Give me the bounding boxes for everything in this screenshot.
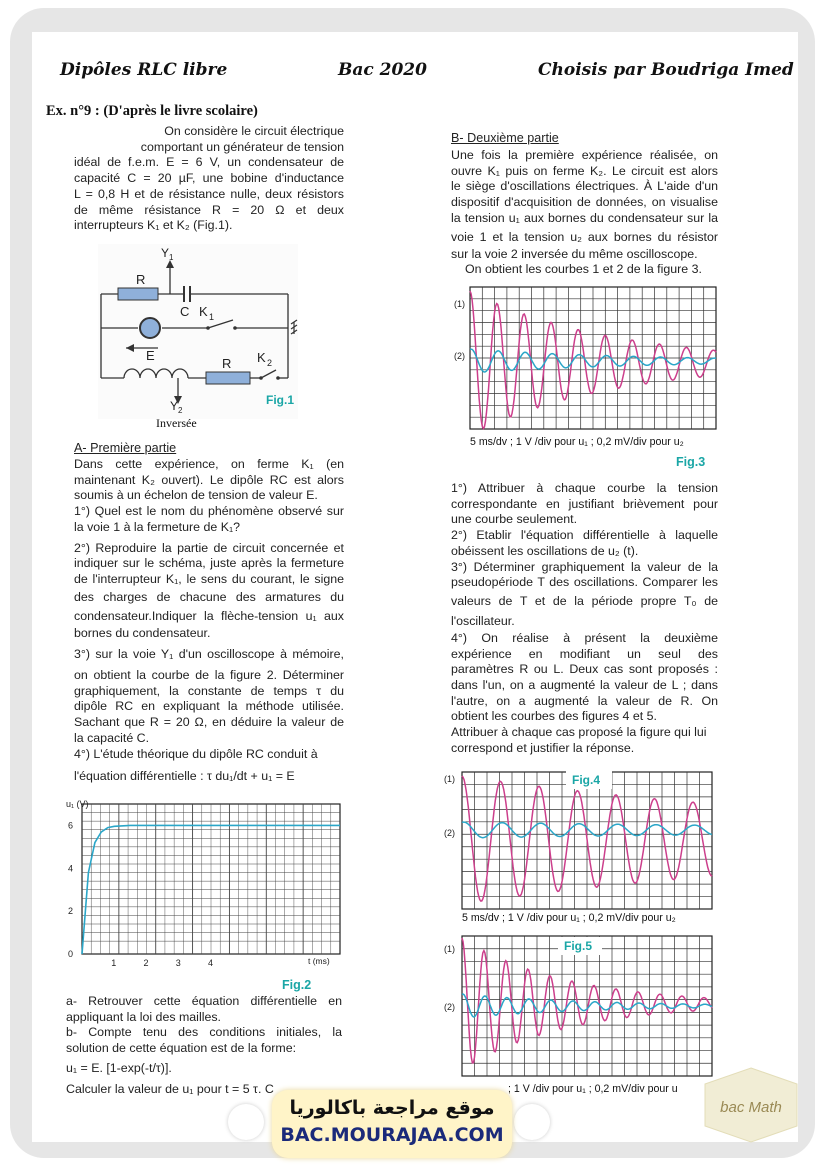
part-a-q3-line: graphiquement, la constante de temps τ du xyxy=(74,683,344,698)
resistor-top xyxy=(118,288,158,300)
header-left: Dipôles RLC libre xyxy=(60,60,228,80)
intro-line: idéal de f.e.m. E = 6 V, un condensateur de xyxy=(74,155,344,170)
fig4-oscilloscope xyxy=(440,768,716,913)
fig5-caption: ; 1 V /div pour u₁ ; 0,2 mV/div pour u xyxy=(508,1083,678,1095)
part-b-line: voie 1 et la tension u₂ aux bornes du résistor xyxy=(451,229,718,244)
fig1-y1-label: Y xyxy=(161,246,170,260)
part-a-q3-line: dipôle RC en expliquant la méthode utilisée. xyxy=(74,699,344,714)
fig1-c-label: C xyxy=(180,304,190,319)
part-b-q3-line: pseudopériode T des oscillations. Comparer les xyxy=(451,575,718,590)
part-a-q3-line: Sachant que R = 20 Ω, en déduire la valeur de xyxy=(74,715,344,730)
part-a-line: soumis à un échelon de tension de valeur E. xyxy=(74,488,318,503)
part-a-qb-line: b- Compte tenu des conditions initiales, la xyxy=(66,1025,342,1040)
part-a-q3-line: la capacité C. xyxy=(74,730,150,745)
fig5-label: Fig.5 xyxy=(564,939,593,953)
part-b-body xyxy=(451,148,718,278)
part-b-q4-line: dans l'un, on a augmenté la valeur de L ; dans xyxy=(451,678,718,693)
fig3-curve-1-label: (1) xyxy=(454,299,465,309)
part-a-q2-line: 2°) Reproduire la partie de circuit concernée et xyxy=(74,540,344,555)
part-a-line: maintenant K₂ ouvert). Le dipôle RC est alors xyxy=(74,472,344,487)
fig1-y2-sub: 2 xyxy=(178,406,183,415)
intro-text xyxy=(74,124,344,234)
resistor-bottom xyxy=(206,372,250,384)
part-a-q2-line: condensateur.Indiquer la flèche-tension u₁ aux xyxy=(74,608,344,623)
part-a-q1-line: la voie 1 à la fermeture de K₁? xyxy=(74,519,241,534)
part-a-title xyxy=(74,441,176,455)
part-a-line: Dans cette expérience, on ferme K₁ (en xyxy=(74,457,344,471)
part-b-q4-line: paramètres R ou L. Deux cas sont proposés : xyxy=(451,662,718,677)
part-a-qa-line: appliquant la loi des mailles. xyxy=(66,1009,221,1024)
part-a-q3-line: 3°) sur la voie Y₁ d'un oscilloscope à mémoire, xyxy=(74,647,344,662)
part-b-q3-line: valeurs de T et de la période propre T₀ de xyxy=(451,593,718,608)
fig3-curve-2-label: (2) xyxy=(454,351,465,361)
intro-line: On considère le circuit électrique xyxy=(164,124,344,138)
bac-math-logo-text: bac Math xyxy=(720,1099,782,1116)
part-b-q2-line: obéissent les oscillations de u₂ (t). xyxy=(451,543,639,558)
part-b-line: ouvre K₁ puis on ferme K₂. Le circuit est alors xyxy=(451,163,718,178)
fig1-k1-label: K xyxy=(199,304,208,319)
fig3-oscilloscope xyxy=(450,283,720,433)
part-b-line: On obtient les courbes 1 et 2 de la figure 3. xyxy=(465,262,702,277)
part-a-questions-ab xyxy=(66,994,342,1097)
part-a-last-line: Calculer la valeur de u₁ pour t = 5 τ. C xyxy=(66,1081,274,1096)
part-b-line: le siège d'oscillations électriques. À L'aide d'un xyxy=(451,179,718,194)
part-b-q3-line: l'oscillateur. xyxy=(451,613,515,628)
fig1-k2-label: K xyxy=(257,350,266,365)
fig2-ytick: 4 xyxy=(68,863,74,874)
fig1-y1-sub: 1 xyxy=(169,253,174,262)
part-b-q2-line: 2°) Etablir l'équation différentielle à laquelle xyxy=(451,528,718,543)
fig4-label: Fig.4 xyxy=(572,773,601,787)
fig2-ytick: 6 xyxy=(68,820,74,831)
fig2-xtick: 2 xyxy=(143,958,149,968)
part-b-line: dispositif d'acquisition de données, on visualise xyxy=(451,195,718,210)
fig4-caption: 5 ms/dv ; 1 V /div pour u₁ ; 0,2 mV/div pour u₂ xyxy=(462,912,676,924)
fig5-curve-1-label: (1) xyxy=(444,944,455,954)
fig1-label: Fig.1 xyxy=(266,393,295,407)
fig1-k1-sub: 1 xyxy=(209,312,215,322)
intro-line: L = 0,8 H et de résistance nulle, deux résistors xyxy=(74,186,344,201)
fig1-k2-sub: 2 xyxy=(267,358,273,368)
part-b-q4-line: obtient les courbes des figures 4 et 5. xyxy=(451,709,657,724)
part-a-q2-line: bornes du condensateur. xyxy=(74,625,211,640)
part-b-q1-line: 1°) Attribuer à chaque courbe la tension xyxy=(451,481,718,495)
intro-line: de même résistance R = 20 Ω et deux xyxy=(74,202,344,217)
part-b-q4-line: 4°) On réalise à présent la deuxième xyxy=(451,630,718,645)
fig2-ytick: 2 xyxy=(68,906,74,917)
part-a-qb-line: solution de cette équation est de la forme: xyxy=(66,1041,297,1056)
fig3-caption: 5 ms/dv ; 1 V /div pour u₁ ; 0,2 mV/div pour u₂ xyxy=(470,436,684,448)
fig2-ylabel: u₁ (V) xyxy=(66,799,89,809)
fig5-curve-2-label: (2) xyxy=(444,1002,455,1012)
intro-line: interrupteurs K₁ et K₂ (Fig.1). xyxy=(74,218,233,233)
part-a-q2-line: de l'interrupteur K₁, le sens du courant, le signe xyxy=(74,571,344,586)
fig4-curve-2-label: (2) xyxy=(444,828,455,838)
promo-banner[interactable] xyxy=(272,1090,512,1158)
fig2-xtick: 3 xyxy=(175,958,181,968)
fig1-r-top-label: R xyxy=(136,272,146,287)
fig1-e-label: E xyxy=(146,348,155,363)
intro-line: comportant un générateur de tension xyxy=(140,139,344,154)
fig2-label: Fig.2 xyxy=(282,978,312,992)
fig4-curve-1-label: (1) xyxy=(444,774,455,784)
part-b-q3-line: 3°) Déterminer graphiquement la valeur de la xyxy=(451,559,718,574)
part-a-q1-line: 1°) Quel est le nom du phénomène observé sur xyxy=(74,504,344,519)
part-a-q2-line: des charges de chacune des armatures du xyxy=(74,589,344,604)
part-a-q3-line: on obtient la courbe de la figure 2. Déterminer xyxy=(74,668,344,683)
part-a-qa-line: a- Retrouver cette équation différentielle en xyxy=(66,994,342,1008)
fig2-chart xyxy=(62,798,348,976)
part-b-q4b-line: Attribuer à chaque cas proposé la figure qui lui xyxy=(451,725,707,740)
promo-url[interactable]: BAC.MOURAJAA.COM xyxy=(280,1124,504,1146)
part-b-q1-line: correspondante en justifiant brièvement pour xyxy=(451,496,718,511)
promo-arabic: موقع مراجعة باكالوريا xyxy=(289,1097,495,1119)
intro-line: capacité C = 20 µF, une bobine d'inductance xyxy=(74,171,344,186)
part-a-q4-equation: l'équation différentielle : τ du₁/dt + u₁ = E xyxy=(74,769,295,784)
part-b-q4-line: expérience en modifiant un seul des xyxy=(451,646,718,661)
circuit-diagram xyxy=(98,244,298,419)
part-a-title-text: A- Première partie xyxy=(74,441,177,455)
header-right: Choisis par Boudriga Imed xyxy=(538,60,794,80)
part-b-line: sur la voie 2 inversée du même oscilloscope. xyxy=(451,246,698,261)
part-b-q1-line: une courbe seulement. xyxy=(451,512,578,527)
fig2-xlabel: t (ms) xyxy=(308,956,330,966)
fig5-oscilloscope xyxy=(440,932,716,1080)
part-a-q4-line: 4°) L'étude théorique du dipôle RC conduit à xyxy=(74,746,318,761)
fig3-label: Fig.3 xyxy=(676,455,706,469)
part-b-title-text: B- Deuxième partie xyxy=(451,131,559,145)
right-logo-icon xyxy=(514,1104,550,1140)
generator xyxy=(140,318,160,338)
part-a-body xyxy=(74,457,344,785)
bac-math-logo xyxy=(701,1066,801,1144)
fig2-xtick: 1 xyxy=(111,958,117,968)
fig1-inversee: Inversée xyxy=(156,416,197,430)
fig2-ytick: 0 xyxy=(68,949,74,959)
fig2-xtick: 4 xyxy=(208,958,214,968)
header-center: Bac 2020 xyxy=(338,60,427,80)
part-b-line: Une fois la première expérience réalisée, on xyxy=(451,148,718,162)
part-b-title xyxy=(451,131,559,145)
part-a-formula: u₁ = E. [1-exp(-t/τ)]. xyxy=(66,1060,172,1075)
fig1-y2-label: Y xyxy=(170,399,179,413)
part-b-q4b-line: correspond et justifier la réponse. xyxy=(451,740,635,755)
fig1-r-bottom-label: R xyxy=(222,356,232,371)
left-logo-icon xyxy=(228,1104,264,1140)
part-b-questions xyxy=(451,481,718,757)
part-b-line: la tension u₁ aux bornes du condensateur sur la xyxy=(451,210,718,225)
part-a-q2-line: indiquer sur le schéma, juste après la fermeture xyxy=(74,556,344,571)
exercise-title: Ex. n°9 : (D'après le livre scolaire) xyxy=(46,103,258,119)
part-b-q4-line: l'autre, on a augmenté la valeur de R. On xyxy=(451,693,718,708)
